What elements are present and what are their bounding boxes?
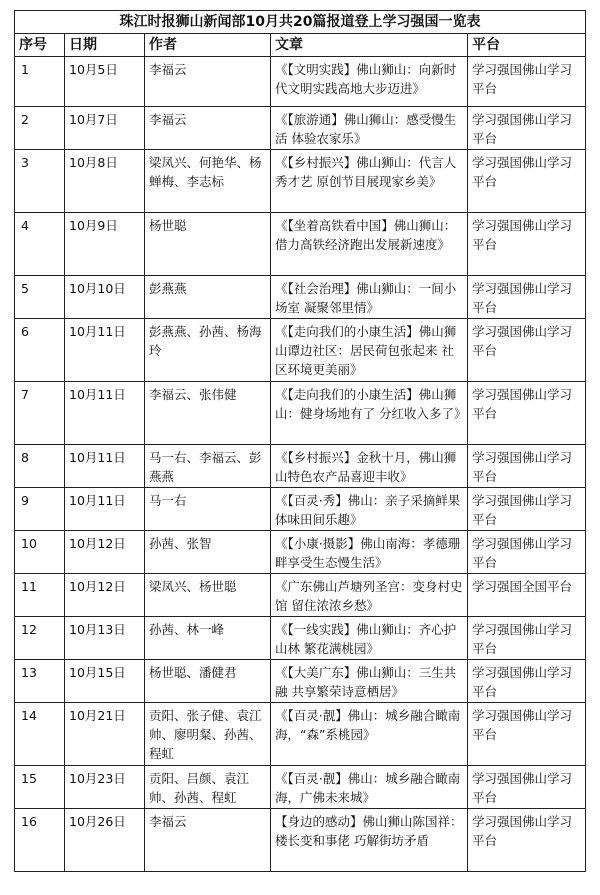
table-row bbox=[15, 660, 586, 703]
column-header-seq: 序号 bbox=[15, 34, 65, 57]
row-author: 贡阳、吕颜、袁江帅、孙茜、程虹 bbox=[145, 766, 271, 809]
row-seq: 14 bbox=[15, 703, 65, 766]
row-author: 马一右、李福云、彭燕燕 bbox=[145, 445, 271, 488]
row-date: 10月9日 bbox=[65, 213, 145, 276]
row-author: 梁凤兴、何艳华、杨蝉梅、李志标 bbox=[145, 150, 271, 213]
row-author: 李福云 bbox=[145, 57, 271, 107]
row-article: 《【乡村振兴】金秋十月，佛山狮山特色农产品喜迎丰收》 bbox=[271, 445, 468, 488]
row-seq: 5 bbox=[15, 276, 65, 319]
row-seq: 8 bbox=[15, 445, 65, 488]
table-body bbox=[15, 57, 586, 872]
row-date: 10月23日 bbox=[65, 766, 145, 809]
table-row bbox=[15, 488, 586, 531]
row-platform: 学习强国佛山学习平台 bbox=[468, 703, 586, 766]
table-row bbox=[15, 57, 586, 107]
row-date: 10月11日 bbox=[65, 382, 145, 445]
row-date: 10月11日 bbox=[65, 445, 145, 488]
row-author: 杨世聪、潘健君 bbox=[145, 660, 271, 703]
row-author: 李福云、张伟健 bbox=[145, 382, 271, 445]
row-date: 10月21日 bbox=[65, 703, 145, 766]
row-seq: 11 bbox=[15, 574, 65, 617]
row-seq: 15 bbox=[15, 766, 65, 809]
row-article: 《【社会治理】佛山狮山：一间小场室 凝聚邻里情》 bbox=[271, 276, 468, 319]
row-seq: 4 bbox=[15, 213, 65, 276]
row-author: 彭燕燕 bbox=[145, 276, 271, 319]
row-article: 《【一线实践】佛山狮山：齐心护山林 繁花满桃园》 bbox=[271, 617, 468, 660]
table-row bbox=[15, 382, 586, 445]
row-seq: 9 bbox=[15, 488, 65, 531]
table-row bbox=[15, 617, 586, 660]
table-row bbox=[15, 107, 586, 150]
row-platform: 学习强国佛山学习平台 bbox=[468, 276, 586, 319]
row-seq: 7 bbox=[15, 382, 65, 445]
row-date: 10月26日 bbox=[65, 809, 145, 872]
row-author: 马一右 bbox=[145, 488, 271, 531]
row-platform: 学习强国佛山学习平台 bbox=[468, 445, 586, 488]
column-header-article: 文章 bbox=[271, 34, 468, 57]
row-platform: 学习强国佛山学习平台 bbox=[468, 660, 586, 703]
table-row bbox=[15, 213, 586, 276]
table-row bbox=[15, 150, 586, 213]
row-platform: 学习强国佛山学习平台 bbox=[468, 213, 586, 276]
row-date: 10月7日 bbox=[65, 107, 145, 150]
column-header-author: 作者 bbox=[145, 34, 271, 57]
row-seq: 2 bbox=[15, 107, 65, 150]
row-author: 孙茜、林一峰 bbox=[145, 617, 271, 660]
row-platform: 学习强国佛山学习平台 bbox=[468, 382, 586, 445]
header-row bbox=[15, 34, 586, 57]
row-platform: 学习强国全国平台 bbox=[468, 574, 586, 617]
row-article: 《【走向我们的小康生活】佛山狮山：健身场地有了 分红收入多了》 bbox=[271, 382, 468, 445]
row-article: 《【乡村振兴】佛山狮山：代言人秀才艺 原创节目展现家乡美》 bbox=[271, 150, 468, 213]
row-platform: 学习强国佛山学习平台 bbox=[468, 107, 586, 150]
row-article: 《【旅游通】佛山狮山：感受慢生活 体验农家乐》 bbox=[271, 107, 468, 150]
row-date: 10月10日 bbox=[65, 276, 145, 319]
row-date: 10月15日 bbox=[65, 660, 145, 703]
row-date: 10月12日 bbox=[65, 531, 145, 574]
row-author: 彭燕燕、孙茜、杨海玲 bbox=[145, 319, 271, 382]
row-article: 《【大美广东】佛山狮山：三生共融 共享繁荣诗意栖居》 bbox=[271, 660, 468, 703]
row-platform: 学习强国佛山学习平台 bbox=[468, 809, 586, 872]
row-author: 李福云 bbox=[145, 809, 271, 872]
table-row bbox=[15, 703, 586, 766]
column-header-date: 日期 bbox=[65, 34, 145, 57]
row-seq: 10 bbox=[15, 531, 65, 574]
row-platform: 学习强国佛山学习平台 bbox=[468, 57, 586, 107]
row-author: 李福云 bbox=[145, 107, 271, 150]
row-date: 10月5日 bbox=[65, 57, 145, 107]
row-seq: 12 bbox=[15, 617, 65, 660]
report-table bbox=[14, 10, 586, 872]
row-platform: 学习强国佛山学习平台 bbox=[468, 488, 586, 531]
row-date: 10月11日 bbox=[65, 319, 145, 382]
row-date: 10月13日 bbox=[65, 617, 145, 660]
row-article: 《【百灵·秀】佛山：亲子采摘鲜果 体味田间乐趣》 bbox=[271, 488, 468, 531]
row-seq: 13 bbox=[15, 660, 65, 703]
row-date: 10月8日 bbox=[65, 150, 145, 213]
table-row bbox=[15, 319, 586, 382]
table-row bbox=[15, 445, 586, 488]
table-row bbox=[15, 531, 586, 574]
row-article: 《【文明实践】佛山狮山：向新时代文明实践高地大步迈进》 bbox=[271, 57, 468, 107]
row-platform: 学习强国佛山学习平台 bbox=[468, 617, 586, 660]
row-article: 《广东佛山芦塘列圣宫：变身村史馆 留住浓浓乡愁》 bbox=[271, 574, 468, 617]
row-platform: 学习强国佛山学习平台 bbox=[468, 766, 586, 809]
table-row bbox=[15, 809, 586, 872]
table-row bbox=[15, 276, 586, 319]
row-article: 《【走向我们的小康生活】佛山狮山谭边社区：居民荷包张起来 社区环境更美丽》 bbox=[271, 319, 468, 382]
row-article: 《【百灵·靓】佛山：城乡融合瞰南海，“森”系桃园》 bbox=[271, 703, 468, 766]
table-row bbox=[15, 766, 586, 809]
row-article: 【身边的感动】佛山狮山陈国祥：楼长变和事佬 巧解街坊矛盾 bbox=[271, 809, 468, 872]
row-article: 《【百灵·靓】佛山：城乡融合瞰南海，广佛未来城》 bbox=[271, 766, 468, 809]
row-seq: 3 bbox=[15, 150, 65, 213]
table-title: 珠江时报狮山新闻部10月共20篇报道登上学习强国一览表 bbox=[15, 11, 586, 34]
row-seq: 6 bbox=[15, 319, 65, 382]
row-date: 10月12日 bbox=[65, 574, 145, 617]
row-platform: 学习强国佛山学习平台 bbox=[468, 150, 586, 213]
row-date: 10月11日 bbox=[65, 488, 145, 531]
row-author: 杨世聪 bbox=[145, 213, 271, 276]
column-header-platform: 平台 bbox=[468, 34, 586, 57]
row-article: 《【小康·摄影】佛山南海：孝德珊畔享受生态慢生活》 bbox=[271, 531, 468, 574]
table-row bbox=[15, 574, 586, 617]
row-seq: 1 bbox=[15, 57, 65, 107]
row-platform: 学习强国佛山学习平台 bbox=[468, 531, 586, 574]
row-author: 贡阳、张子健、袁江帅、廖明粲、孙茜、程虹 bbox=[145, 703, 271, 766]
row-author: 孙茜、张智 bbox=[145, 531, 271, 574]
row-author: 梁凤兴、杨世聪 bbox=[145, 574, 271, 617]
row-platform: 学习强国佛山学习平台 bbox=[468, 319, 586, 382]
row-seq: 16 bbox=[15, 809, 65, 872]
row-article: 《【坐着高铁看中国】佛山狮山：借力高铁经济跑出发展新速度》 bbox=[271, 213, 468, 276]
